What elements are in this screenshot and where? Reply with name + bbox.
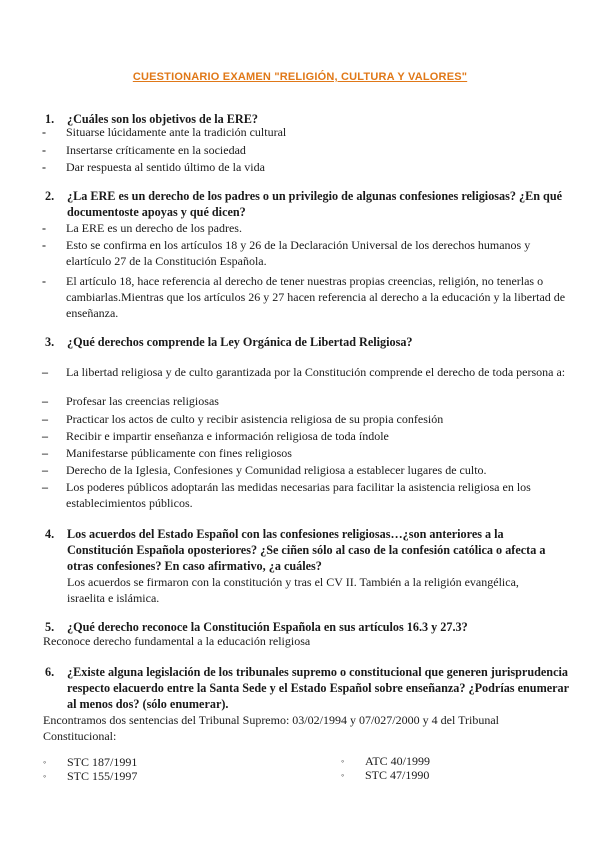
dash-bullet-icon: - [42, 221, 46, 235]
dash-bullet-icon: - [42, 143, 46, 157]
dash-bullet-icon: – [42, 394, 48, 408]
question-number: 6. [45, 665, 55, 679]
answer-text: Los acuerdos se firmaron con la constitución y tras el CV II. También a la religión evangélica, israelita e islámica. [67, 575, 519, 605]
question-text: Los acuerdos del Estado Español con las confesiones religiosas…¿son anteriores a la Constitución Española oposteriores? ¿Se ciñen sólo al caso de la confesión católica o afecta a otras confesiones? En caso afirmativo, ¿a cuáles? [67, 527, 546, 573]
dash-bullet-icon: – [42, 463, 48, 477]
question-number: 2. [45, 189, 55, 203]
dash-bullet-icon: - [42, 238, 46, 252]
question-number: 4. [45, 527, 55, 541]
circle-bullet-icon: ◦ [43, 771, 47, 781]
question-number: 3. [45, 335, 55, 349]
dash-bullet-icon: – [42, 412, 48, 426]
dash-bullet-icon: – [42, 446, 48, 460]
dash-bullet-icon: – [42, 480, 48, 494]
dash-bullet-icon: – [42, 365, 48, 379]
dash-bullet-icon: - [42, 125, 46, 139]
dash-bullet-icon: - [42, 274, 46, 288]
question-text: ¿Qué derechos comprende la Ley Orgánica de Libertad Religiosa? [67, 335, 413, 349]
question-text: ¿Existe alguna legislación de los tribunales supremo o constitucional que generen jurisprudencia respecto elacuerdo entre la Santa Sede y el Estado Español sobre enseñanza? ¿Podrías enumerar al menos dos? (sólo enumerar). [67, 665, 569, 711]
answer-text: Encontramos dos sentencias del Tribunal Supremo: 03/02/1994 y 07/027/2000 y 4 del Tribunal Constitucional: [43, 713, 499, 743]
question-number: 1. [45, 112, 55, 126]
dash-bullet-icon: - [42, 160, 46, 174]
circle-bullet-icon: ◦ [341, 770, 345, 780]
question-text: ¿La ERE es un derecho de los padres o un privilegio de algunas confesiones religiosas? ¿En qué documentoste apoyas y qué dicen? [67, 189, 563, 219]
circle-bullet-icon: ◦ [43, 757, 47, 767]
circle-bullet-icon: ◦ [341, 756, 345, 766]
question-text: ¿Cuáles son los objetivos de la ERE? [67, 112, 258, 126]
dash-bullet-icon: – [42, 429, 48, 443]
document-title: CUESTIONARIO EXAMEN "RELIGIÓN, CULTURA Y VALORES" [132, 71, 468, 83]
question-text: ¿Qué derecho reconoce la Constitución Española en sus artículos 16.3 y 27.3? [67, 620, 468, 634]
question-number: 5. [45, 620, 55, 634]
answer-text: Reconoce derecho fundamental a la educación religiosa [43, 634, 311, 648]
